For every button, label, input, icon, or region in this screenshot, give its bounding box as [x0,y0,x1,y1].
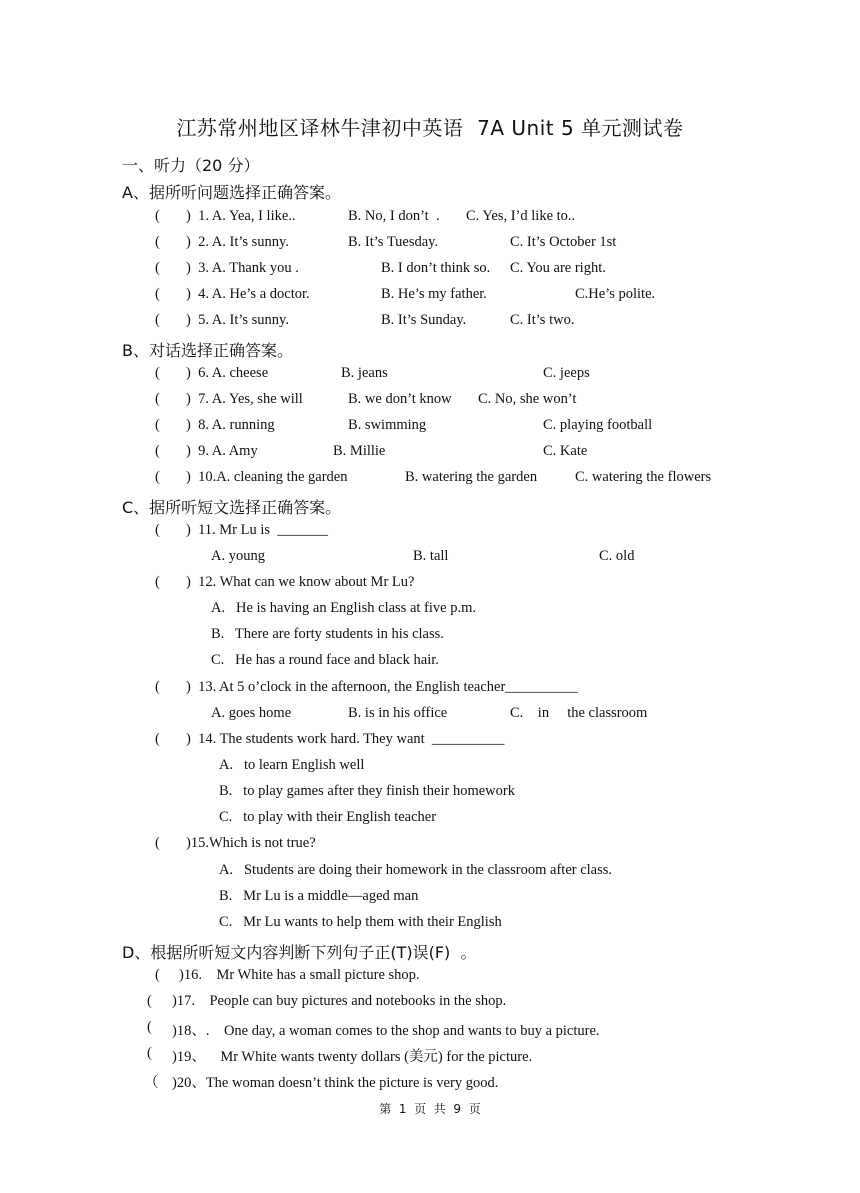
answer-paren[interactable]: ( [155,391,160,407]
answer-paren[interactable]: ( [155,443,160,459]
question-stem: ) 9. A. Amy [186,443,258,459]
answer-paren[interactable]: ( [147,993,152,1009]
question-stem: ) 11. Mr Lu is _______ [186,522,329,538]
option-c: C. to play with their English teacher [219,809,437,825]
question-stem: ) 10.A. cleaning the garden [186,469,348,485]
answer-paren[interactable]: ( [155,835,160,851]
section-listening: 一、听力（20 分） [122,156,260,175]
option-b: B. I don’t think so. [381,260,491,276]
section-a: A、据所听问题选择正确答案。 [122,183,341,202]
option-a: A. He is having an English class at five p.m. [211,600,476,616]
answer-paren[interactable]: ( [155,312,160,328]
question-stem: ) 1. A. Yea, I like.. [186,208,296,224]
page-title: 江苏常州地区译林牛津初中英语 7A Unit 5 单元测试卷 [176,116,684,140]
option-c: C.He’s polite. [575,286,656,302]
answer-paren[interactable]: ( [155,286,160,302]
statement: )18、. One day, a woman comes to the shop and wants to buy a picture. [172,1023,600,1039]
question-stem: ) 2. A. It’s sunny. [186,234,289,250]
option-b: B. tall [413,548,449,564]
option-c: C. playing football [543,417,653,433]
question-stem: ) 8. A. running [186,417,275,433]
statement: )19、 Mr White wants twenty dollars (美元) for the picture. [172,1049,533,1065]
statement: )20、The woman doesn’t think the picture is very good. [172,1075,499,1091]
answer-paren[interactable]: ( [155,365,160,381]
answer-paren[interactable]: ( [155,234,160,250]
option-c: C. old [599,548,635,564]
answer-paren[interactable]: ( [155,417,160,433]
option-b: B. It’s Tuesday. [348,234,439,250]
option-c: C. jeeps [543,365,590,381]
answer-paren[interactable]: ( [155,260,160,276]
answer-paren[interactable]: ( [155,522,160,538]
option-b: B. Millie [333,443,386,459]
section-c: C、据所听短文选择正确答案。 [122,498,342,517]
statement: )17. People can buy pictures and notebooks in the shop. [172,993,507,1009]
option-c: C. Mr Lu wants to help them with their English [219,914,502,930]
option-b: B. Mr Lu is a middle—aged man [219,888,419,904]
answer-paren[interactable]: ( [147,1045,152,1061]
statement: )16. Mr White has a small picture shop. [179,967,420,983]
option-c: C. No, she won’t [478,391,577,407]
answer-paren[interactable]: ( [147,1019,152,1035]
question-stem: )15.Which is not true? [186,835,316,851]
option-b: B. jeans [341,365,388,381]
answer-paren[interactable]: ( [155,679,160,695]
answer-paren[interactable]: ( [155,208,160,224]
question-stem: ) 12. What can we know about Mr Lu? [186,574,415,590]
option-a: A. Students are doing their homework in the classroom after class. [219,862,613,878]
question-stem: ) 4. A. He’s a doctor. [186,286,310,302]
option-b: B. No, I don’t . [348,208,440,224]
answer-paren[interactable]: ( [155,731,160,747]
answer-paren[interactable]: （ [144,1075,159,1091]
option-c: C. Kate [543,443,588,459]
answer-paren[interactable]: ( [155,967,160,983]
option-c: C. Yes, I’d like to.. [466,208,576,224]
question-stem: ) 13. At 5 o’clock in the afternoon, the English teacher__________ [186,679,578,695]
page-footer: 第 1 页 共 9 页 [379,1102,481,1116]
option-c: C. It’s October 1st [510,234,617,250]
question-stem: ) 3. A. Thank you . [186,260,299,276]
option-c: C. You are right. [510,260,606,276]
option-b: B. swimming [348,417,427,433]
section-d: D、根据所听短文内容判断下列句子正(T)误(F) 。 [122,943,477,962]
option-b: B. we don’t know [348,391,452,407]
section-b: B、对话选择正确答案。 [122,341,293,360]
option-b: B. There are forty students in his class. [211,626,444,642]
question-stem: ) 5. A. It’s sunny. [186,312,289,328]
option-b: B. is in his office [348,705,448,721]
answer-paren[interactable]: ( [155,574,160,590]
option-a: A. to learn English well [219,757,365,773]
option-b: B. It’s Sunday. [381,312,467,328]
option-a: A. young [211,548,265,564]
option-a: A. goes home [211,705,292,721]
option-c: C. watering the flowers [575,469,712,485]
option-b: B. He’s my father. [381,286,487,302]
option-b: B. watering the garden [405,469,538,485]
option-b: B. to play games after they finish their homework [219,783,515,799]
option-c: C. in the classroom [510,705,648,721]
question-stem: ) 14. The students work hard. They want __________ [186,731,505,747]
answer-paren[interactable]: ( [155,469,160,485]
option-c: C. It’s two. [510,312,575,328]
question-stem: ) 6. A. cheese [186,365,269,381]
option-c: C. He has a round face and black hair. [211,652,439,668]
question-stem: ) 7. A. Yes, she will [186,391,303,407]
